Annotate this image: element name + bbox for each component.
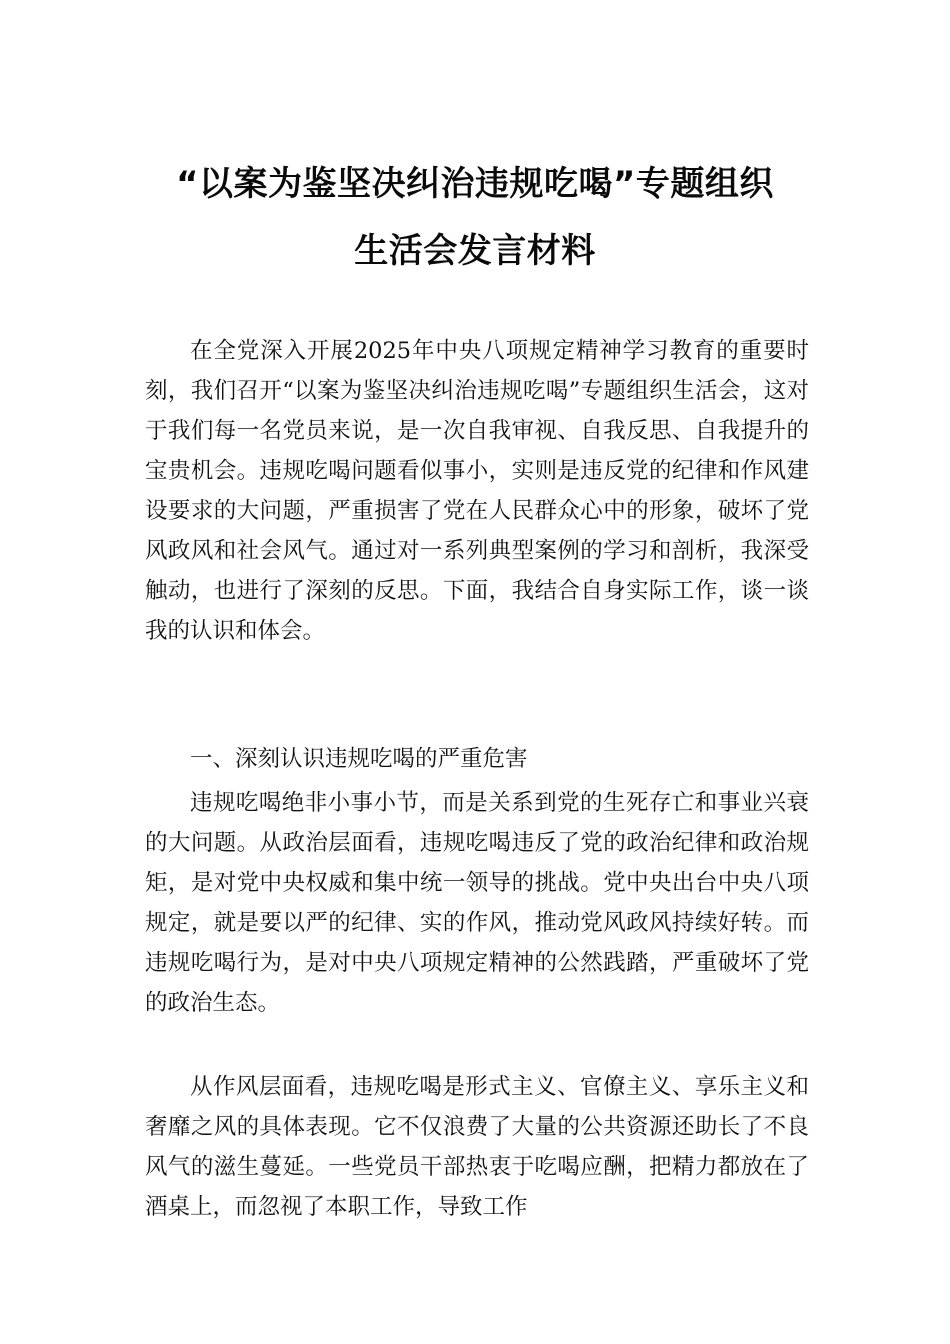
- document-body: [145, 331, 809, 1227]
- section-heading-1: 一、深刻认识违规吃喝的严重危害: [190, 746, 528, 772]
- document-title-line-2: 生活会发言材料: [354, 231, 596, 271]
- document-title-line-1: “以案为鉴坚决纠治违规吃喝”专题组织: [176, 164, 774, 204]
- intro-paragraph: 在全党深入开展2025年中央八项规定精神学习教育的重要时刻，我们召开“以案为鉴坚决纠治违规吃喝”专题组织生活会，这对于我们每一名党员来说，是一次自我审视、自我反思、自我提升的宝贵机会。违规吃喝问题看似事小，实则是违反党的纪律和作风建设要求的大问题，严重损害了党在人民群众心中的形象，破坏了党风政风和社会风气。通过对一系列典型案例的学习和剖析，我深受触动，也进行了深刻的反思。下面，我结合自身实际工作，谈一谈我的认识和体会。: [145, 338, 809, 644]
- section-1-paragraph-2: 从作风层面看，违规吃喝是形式主义、官僚主义、享乐主义和奢靡之风的具体表现。它不仅浪费了大量的公共资源还助长了不良风气的滋生蔓延。一些党员干部热衷于吃喝应酬，把精力都放在了酒桌上，而忽视了本职工作，导致工作: [145, 1074, 809, 1220]
- section-1-paragraph-1: 违规吃喝绝非小事小节，而是关系到党的生死存亡和事业兴衰的大问题。从政治层面看，违规吃喝违反了党的政治纪律和政治规矩，是对党中央权威和集中统一领导的挑战。党中央出台中央八项规定，就是要以严的纪律、实的作风，推动党风政风持续好转。而违规吃喝行为，是对中央八项规定精神的公然践踏，严重破坏了党的政治生态。: [145, 790, 809, 1016]
